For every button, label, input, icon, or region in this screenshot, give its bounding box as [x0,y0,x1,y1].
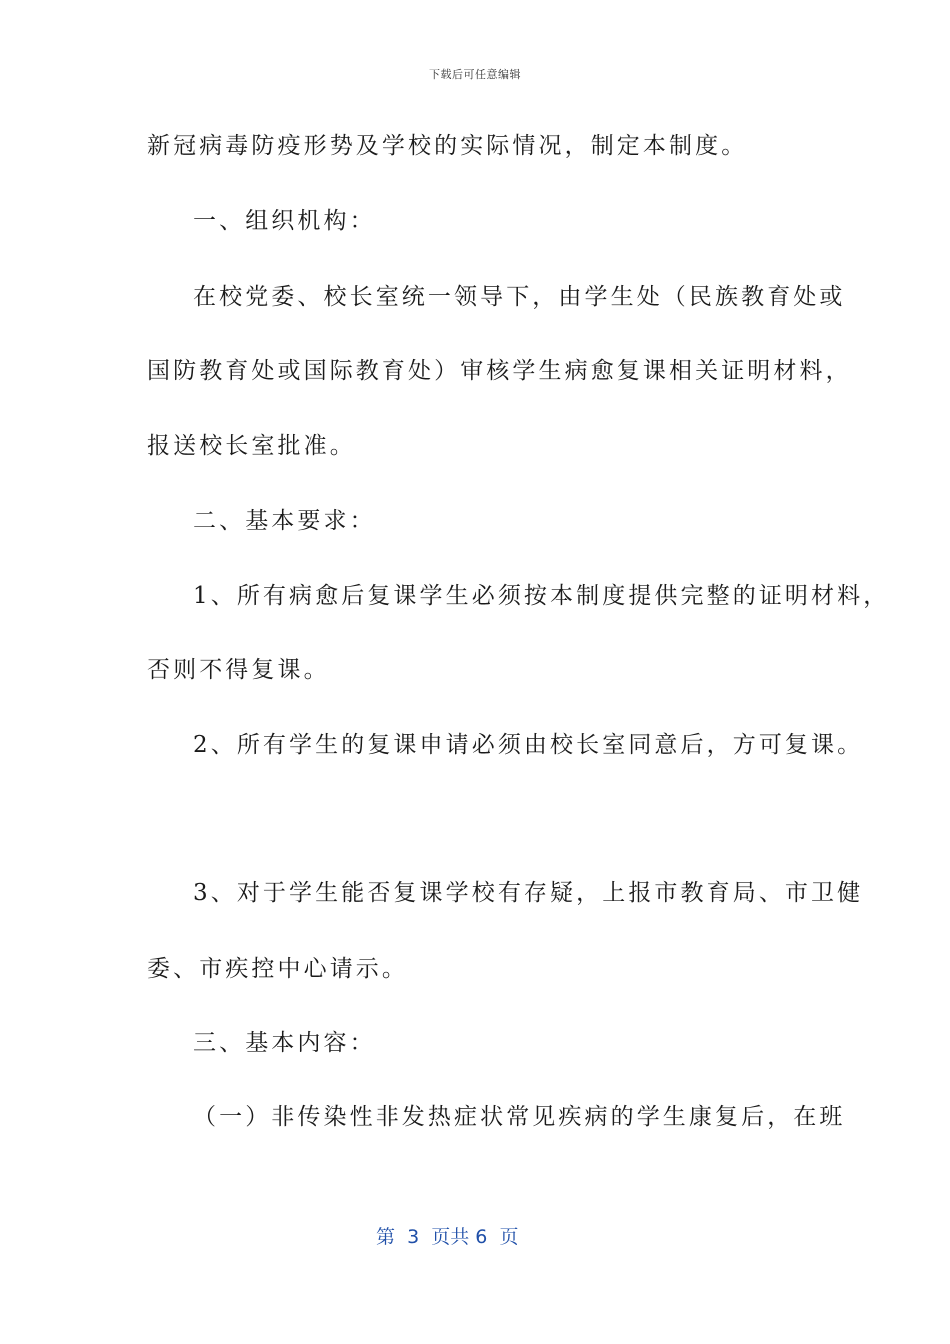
section-heading-content: 三、基本内容： [193,1030,376,1056]
body-line-8: 否则不得复课。 [147,657,330,683]
body-line-9: 2、所有学生的复课申请必须由校长室同意后，方可复课。 [193,732,864,758]
section-heading-requirements: 二、基本要求： [193,508,376,534]
body-line-1: 新冠病毒防疫形势及学校的实际情况，制定本制度。 [147,133,748,159]
body-line-10: 3、对于学生能否复课学校有存疑，上报市教育局、市卫健 [193,880,864,906]
body-line-7: 1、所有病愈后复课学生必须按本制度提供完整的证明材料， [193,583,890,609]
body-line-4: 国防教育处或国际教育处）审核学生病愈复课相关证明材料， [147,358,852,384]
body-line-3: 在校党委、校长室统一领导下，由学生处（民族教育处或 [193,284,846,310]
body-line-11: 委、市疾控中心请示。 [147,956,408,982]
page-header-note: 下载后可任意编辑 [429,68,521,81]
body-line-5: 报送校长室批准。 [147,433,356,459]
body-line-13: （一）非传染性非发热症状常见疾病的学生康复后，在班 [193,1104,846,1130]
section-heading-organization: 一、组织机构： [193,208,376,234]
page-number-footer: 第 3 页共 6 页 [376,1226,519,1248]
